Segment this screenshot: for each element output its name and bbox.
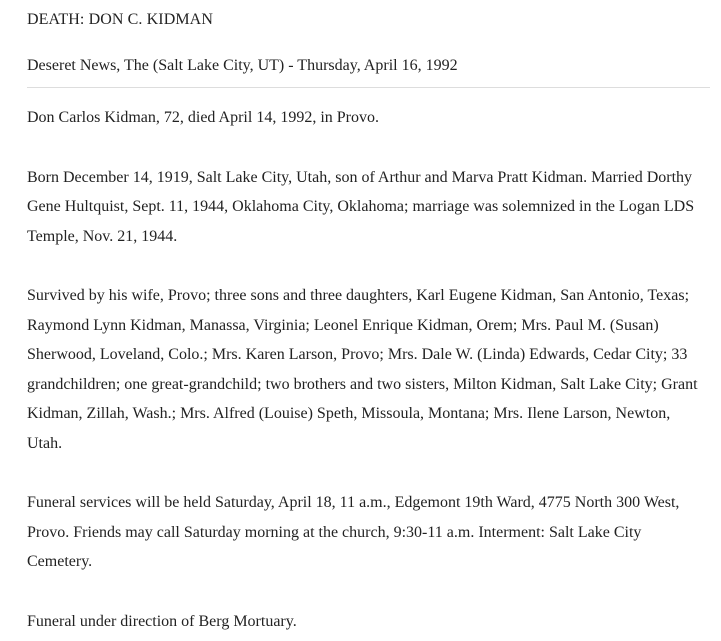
article-body <box>27 103 709 636</box>
paragraph-survivors: Survived by his wife, Provo; three sons and three daughters, Karl Eugene Kidman, San Antonio, Texas; Raymond Lynn Kidman, Manassa, Virginia; Leonel Enrique Kidman, Orem; Mrs. Paul M. (Susan) Sherwood, Loveland, Colo.; Mrs. Karen Larson, Provo; Mrs. Dale W. (Linda) Edwards, Cedar City; 33 grandchildren; one great-grandchild; two brothers and two sisters, Milton Kidman, Salt Lake City; Grant Kidman, Zillah, Wash.; Mrs. Alfred (Louise) Speth, Missoula, Montana; Mrs. Ilene Larson, Newton, Utah. <box>27 287 698 452</box>
article-source-line: Deseret News, The (Salt Lake City, UT) - Thursday, April 16, 1992 <box>27 57 458 74</box>
paragraph-mortuary: Funeral under direction of Berg Mortuary. <box>27 612 297 630</box>
article-title: DEATH: DON C. KIDMAN <box>27 11 213 28</box>
paragraph-death-notice: Don Carlos Kidman, 72, died April 14, 1992, in Provo. <box>27 109 379 126</box>
paragraph-funeral-services: Funeral services will be held Saturday, April 18, 11 a.m., Edgemont 19th Ward, 4775 North 300 West, Provo. Friends may call Saturday morning at the church, 9:30-11 a.m. Interment: Salt Lake City Cemetery. <box>27 494 680 570</box>
divider <box>27 87 710 88</box>
paragraph-birth-marriage: Born December 14, 1919, Salt Lake City, Utah, son of Arthur and Marva Pratt Kidman. Married Dorthy Gene Hultquist, Sept. 11, 1944, Oklahoma City, Oklahoma; marriage was solemnized in the Logan LDS Temple, Nov. 21, 1944. <box>27 168 695 245</box>
